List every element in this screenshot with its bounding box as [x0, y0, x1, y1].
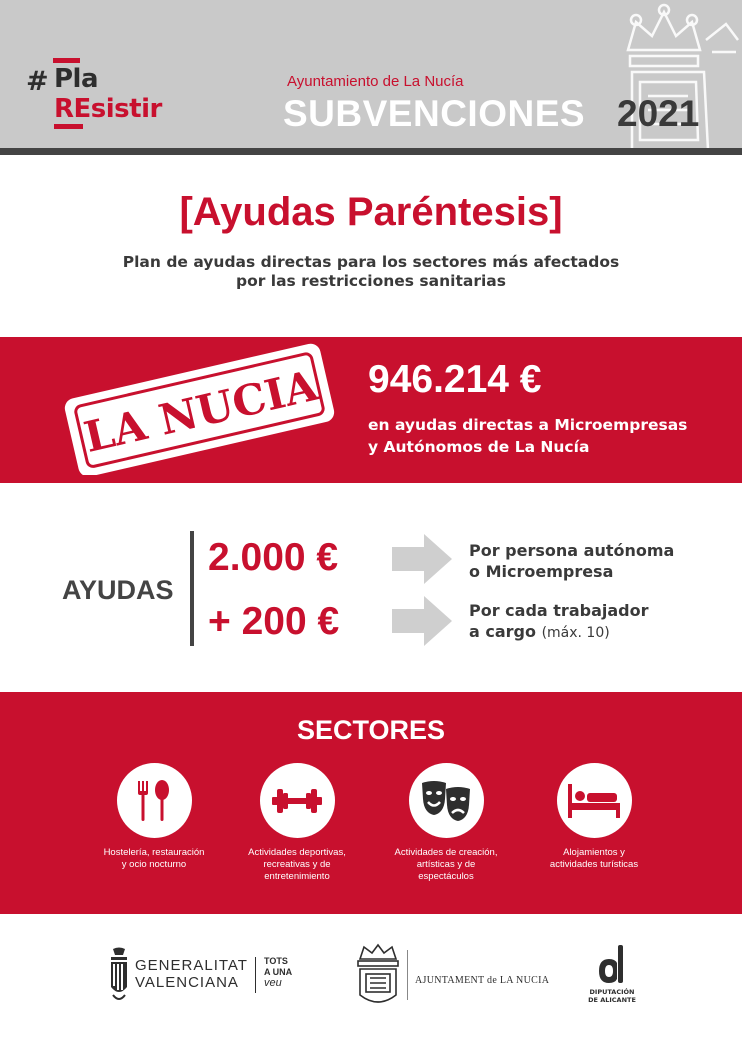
description-line: Por persona autónoma	[469, 541, 675, 560]
logo-line: DE ALICANTE	[588, 996, 636, 1004]
logo-line: DIPUTACIÓN	[589, 988, 635, 996]
headline: SUBVENCIONES	[283, 93, 586, 134]
ajuntament-logo-text: AJUNTAMENT de LA NUCIA	[415, 975, 550, 986]
ayuda-description-base	[469, 540, 674, 582]
hashtag-accent-bar	[53, 58, 80, 63]
logo-line: TOTS	[264, 956, 288, 966]
sector-icon-circle	[557, 763, 632, 838]
dumbbell-icon	[272, 781, 322, 821]
bed-icon	[568, 784, 620, 818]
footer-separator	[407, 950, 408, 1000]
la-nucia-stamp	[50, 340, 350, 475]
arrow-right-icon	[392, 534, 452, 584]
diputacion-logo-text	[582, 988, 642, 1004]
ayuda-amount-base: 2.000 €	[208, 536, 339, 579]
description-line	[469, 621, 648, 644]
diputacion-logo-icon	[596, 945, 626, 985]
page-subtitle	[0, 253, 742, 291]
subtitle-line: Plan de ayudas directas para los sectores más afectados	[122, 253, 620, 271]
label-line: espectáculos	[418, 871, 474, 882]
sector-hosteleria	[79, 763, 229, 871]
label-line: artísticas y de	[416, 859, 476, 870]
sector-creacion	[371, 763, 521, 883]
sector-deportivas	[222, 763, 372, 883]
ayuda-description-extra	[469, 600, 648, 644]
label-line: Actividades de creación,	[394, 847, 498, 858]
label-line: recreativas y de	[263, 859, 331, 870]
header-divider	[0, 148, 742, 155]
total-amount: 946.214 €	[368, 358, 542, 401]
footer-separator	[255, 957, 256, 993]
sector-alojamientos	[519, 763, 669, 871]
sector-icon-circle	[117, 763, 192, 838]
hashtag-underline	[54, 124, 83, 129]
hashtag-word-pla: Pla	[54, 64, 99, 94]
la-nucia-crest-icon	[352, 943, 404, 1009]
logo-line: veu	[264, 977, 282, 989]
label-line: Alojamientos y	[563, 847, 625, 858]
generalitat-logo-text	[135, 957, 248, 991]
sector-label	[79, 847, 229, 871]
max-note: (máx. 10)	[541, 625, 610, 641]
ayudas-divider	[190, 531, 194, 646]
hashtag-symbol: #	[26, 66, 49, 97]
sector-label	[519, 847, 669, 871]
headline-year: 2021	[617, 93, 700, 134]
hashtag-word-resistir: REsistir	[54, 94, 162, 124]
description-line: y Autónomos de La Nucía	[368, 438, 590, 456]
ayudas-label: AYUDAS	[62, 575, 174, 605]
label-line: entretenimiento	[264, 871, 330, 882]
logo-line: VALENCIANA	[135, 974, 239, 991]
logo-line: GENERALITAT	[135, 957, 248, 974]
ayuda-amount-extra: + 200 €	[208, 600, 340, 643]
label-line: Actividades deportivas,	[248, 847, 346, 858]
logo-line: A UNA	[264, 967, 293, 977]
stamp-text: LA NUCIA	[79, 360, 322, 462]
generalitat-crest-icon	[107, 947, 131, 1005]
sectores-title: SECTORES	[296, 715, 446, 745]
sector-icon-circle	[409, 763, 484, 838]
label-line: actividades turísticas	[549, 859, 639, 870]
tots-a-una-veu-logo	[264, 956, 292, 989]
subtitle-line: por las restricciones sanitarias	[236, 272, 506, 290]
arrow-right-icon	[392, 596, 452, 646]
description-line: en ayudas directas a Microempresas	[368, 416, 688, 434]
sector-icon-circle	[260, 763, 335, 838]
page-title: [Ayudas Paréntesis]	[179, 190, 563, 234]
label-line: Hostelería, restauración	[103, 847, 205, 858]
description-line: o Microempresa	[469, 562, 614, 581]
description-text: a cargo	[469, 622, 536, 641]
theater-masks-icon	[420, 779, 472, 823]
sector-label	[371, 847, 521, 883]
description-line: Por cada trabajador	[469, 601, 649, 620]
total-description	[368, 414, 687, 458]
council-name: Ayuntamiento de La Nucía	[287, 73, 464, 90]
label-line: y ocio nocturno	[121, 859, 187, 870]
cutlery-icon	[130, 777, 178, 825]
sector-label	[222, 847, 372, 883]
